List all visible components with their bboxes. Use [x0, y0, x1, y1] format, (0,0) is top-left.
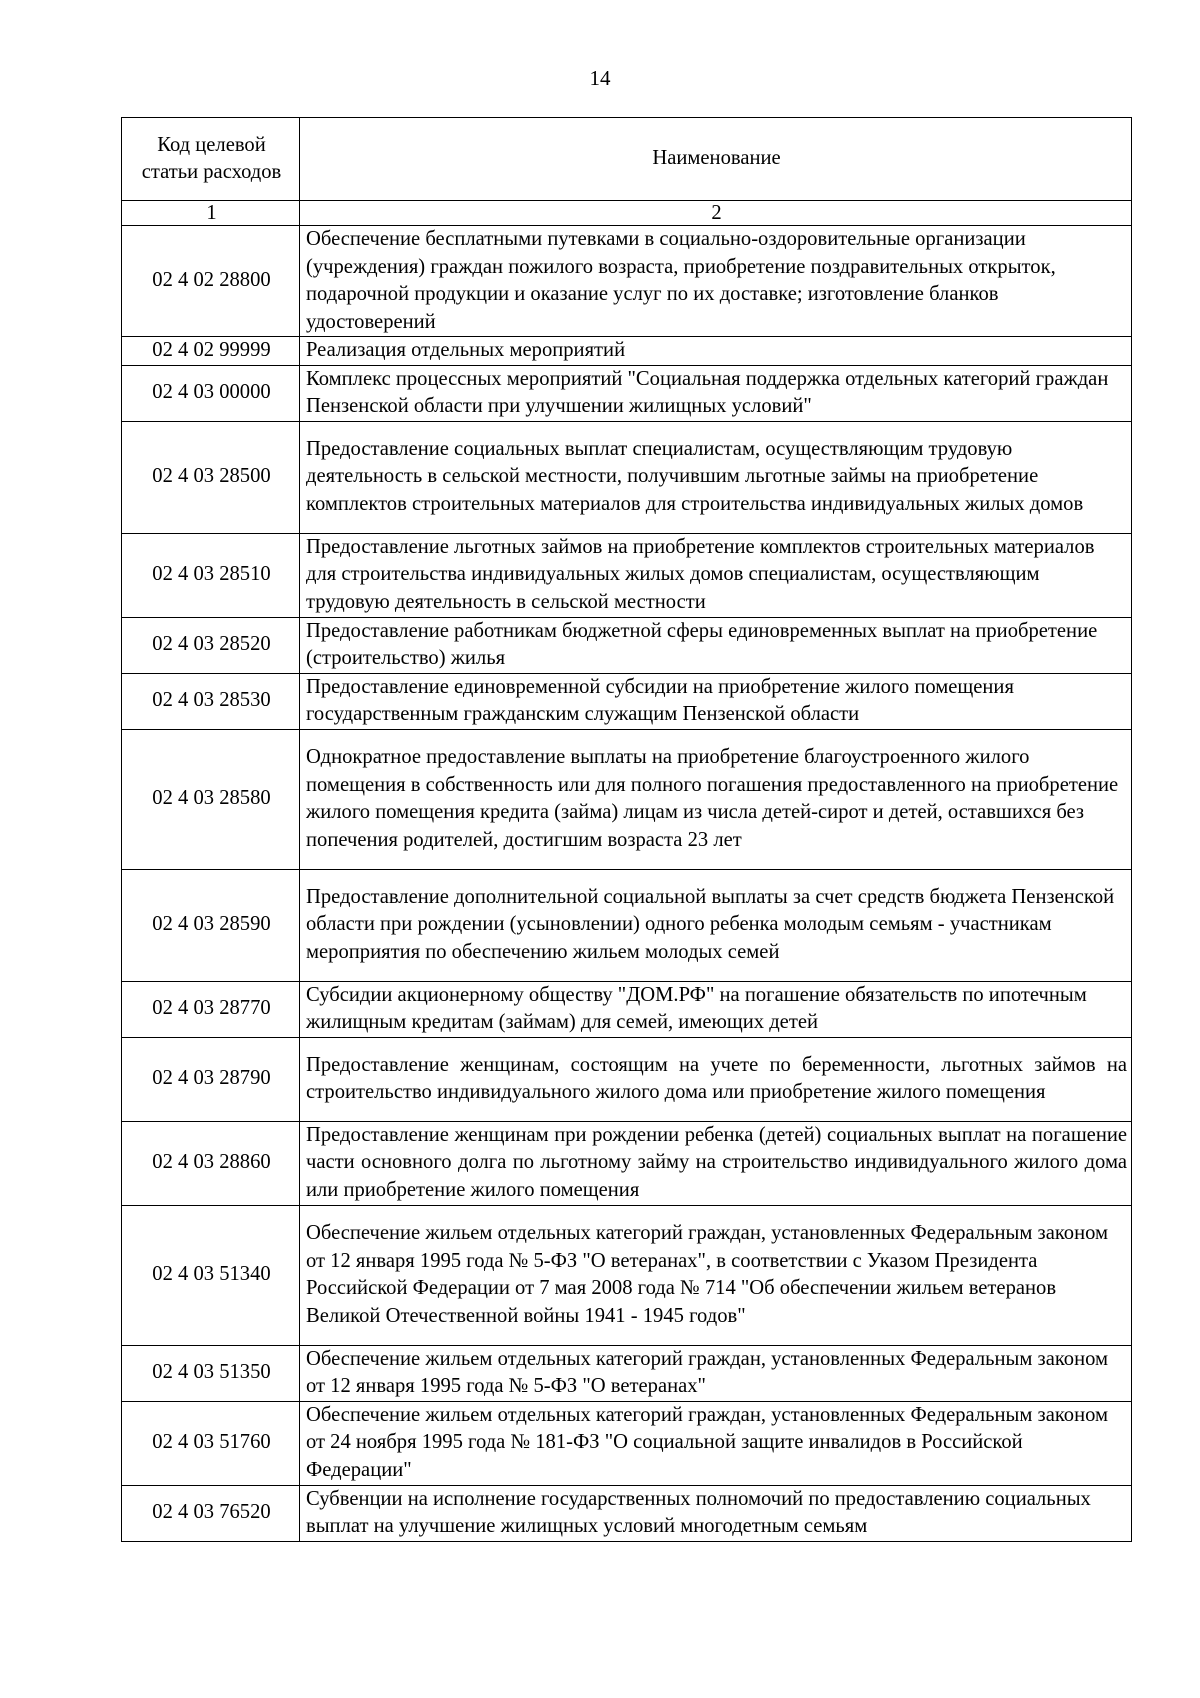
table-header-row [122, 118, 1132, 201]
table-row [122, 1345, 1132, 1401]
row-code: 02 4 03 51340 [122, 1205, 300, 1345]
budget-codes-table [121, 117, 1132, 1542]
row-code: 02 4 03 00000 [122, 365, 300, 421]
row-name: Предоставление работникам бюджетной сферы единовременных выплат на приобретение (строительство) жилья [300, 617, 1132, 673]
row-code: 02 4 03 28790 [122, 1037, 300, 1121]
row-name: Предоставление женщинам, состоящим на учете по беременности, льготных займов на строительство индивидуального жилого дома или приобретение жилого помещения [300, 1037, 1132, 1121]
row-code: 02 4 03 51350 [122, 1345, 300, 1401]
table-row [122, 673, 1132, 729]
row-name: Субвенции на исполнение государственных полномочий по предоставлению социальных выплат на улучшение жилищных условий многодетным семьям [300, 1485, 1132, 1541]
row-name: Однократное предоставление выплаты на приобретение благоустроенного жилого помещения в собственность или для полного погашения предоставленного на приобретение жилого помещения кредита (займа) лицам из числа детей-сирот и детей, оставшихся без попечения родителей, достигшим возраста 23 лет [300, 729, 1132, 869]
row-name: Обеспечение жильем отдельных категорий граждан, установленных Федеральным законом от 12 января 1995 года № 5-ФЗ "О ветеранах", в соответствии с Указом Президента Российской Федерации от 7 мая 2008 года № 714 "Об обеспечении жильем ветеранов Великой Отечественной войны 1941 - 1945 годов" [300, 1205, 1132, 1345]
row-code: 02 4 03 51760 [122, 1401, 300, 1485]
row-code: 02 4 02 28800 [122, 226, 300, 337]
row-name: Предоставление женщинам при рождении ребенка (детей) социальных выплат на погашение части основного долга по льготному займу на строительство индивидуального жилого дома или приобретение жилого помещения [300, 1121, 1132, 1205]
table-row [122, 1205, 1132, 1345]
row-code: 02 4 02 99999 [122, 337, 300, 366]
row-code: 02 4 03 28500 [122, 421, 300, 533]
table-row [122, 226, 1132, 337]
table-row [122, 533, 1132, 617]
table-row [122, 617, 1132, 673]
row-name: Предоставление социальных выплат специалистам, осуществляющим трудовую деятельность в сельской местности, получившим льготные займы на приобретение комплектов строительных материалов для строительства индивидуальных жилых домов [300, 421, 1132, 533]
table-row [122, 1037, 1132, 1121]
table-row [122, 869, 1132, 981]
row-name: Комплекс процессных мероприятий "Социальная поддержка отдельных категорий граждан Пензенской области при улучшении жилищных условий" [300, 365, 1132, 421]
column-number: 1 [122, 201, 300, 226]
row-code: 02 4 03 28590 [122, 869, 300, 981]
row-name: Обеспечение бесплатными путевками в социально-оздоровительные организации (учреждения) граждан пожилого возраста, приобретение поздравительных открыток, подарочной продукции и оказание услуг по их доставке; изготовление бланков удостоверений [300, 226, 1132, 337]
header-name: Наименование [300, 118, 1132, 201]
row-code: 02 4 03 28510 [122, 533, 300, 617]
row-code: 02 4 03 28580 [122, 729, 300, 869]
table-row [122, 1485, 1132, 1541]
table-row [122, 1401, 1132, 1485]
table-row [122, 1121, 1132, 1205]
table-row [122, 981, 1132, 1037]
row-name: Обеспечение жильем отдельных категорий граждан, установленных Федеральным законом от 24 ноября 1995 года № 181-ФЗ "О социальной защите инвалидов в Российской Федерации" [300, 1401, 1132, 1485]
table-row [122, 421, 1132, 533]
row-name: Обеспечение жильем отдельных категорий граждан, установленных Федеральным законом от 12 января 1995 года № 5-ФЗ "О ветеранах" [300, 1345, 1132, 1401]
row-code: 02 4 03 28860 [122, 1121, 300, 1205]
row-code: 02 4 03 28520 [122, 617, 300, 673]
header-code: Код целевой статьи расходов [122, 118, 300, 201]
column-number: 2 [300, 201, 1132, 226]
row-name: Реализация отдельных мероприятий [300, 337, 1132, 366]
column-number-row [122, 201, 1132, 226]
row-name: Предоставление льготных займов на приобретение комплектов строительных материалов для строительства индивидуальных жилых домов специалистам, осуществляющим трудовую деятельность в сельской местности [300, 533, 1132, 617]
table-row [122, 729, 1132, 869]
row-name: Субсидии акционерному обществу "ДОМ.РФ" на погашение обязательств по ипотечным жилищным кредитам (займам) для семей, имеющих детей [300, 981, 1132, 1037]
table-row [122, 365, 1132, 421]
page-number: 14 [589, 66, 611, 90]
row-code: 02 4 03 76520 [122, 1485, 300, 1541]
row-code: 02 4 03 28770 [122, 981, 300, 1037]
row-code: 02 4 03 28530 [122, 673, 300, 729]
row-name: Предоставление дополнительной социальной выплаты за счет средств бюджета Пензенской области при рождении (усыновлении) одного ребенка молодым семьям - участникам мероприятия по обеспечению жильем молодых семей [300, 869, 1132, 981]
table-row [122, 337, 1132, 366]
row-name: Предоставление единовременной субсидии на приобретение жилого помещения государственным гражданским служащим Пензенской области [300, 673, 1132, 729]
